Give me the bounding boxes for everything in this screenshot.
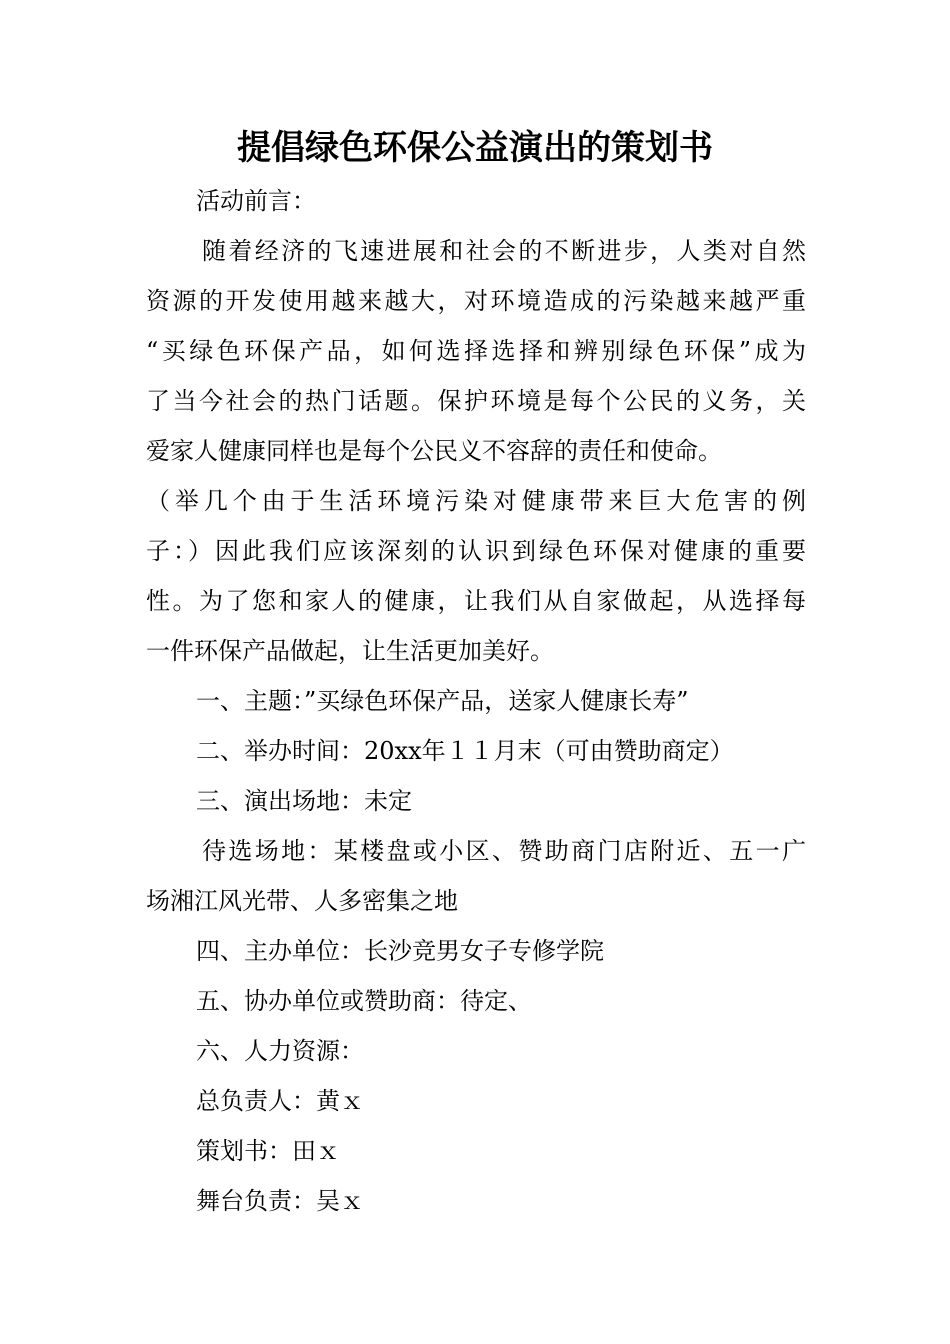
section-co-organizer: 五、协办单位或赞助商：待定、 <box>196 987 532 1015</box>
section-human-resources: 六、人力资源： <box>196 1037 364 1065</box>
staff-planner: 策划书：田ｘ <box>196 1137 340 1165</box>
paragraph-line: 随着经济的飞速进展和社会的不断进步，人类对自然 <box>202 237 806 265</box>
paragraph-line: 资源的开发使用越来越大，对环境造成的污染越来越严重 <box>146 287 806 315</box>
section-theme: 一、主题：”买绿色环保产品，送家人健康长寿” <box>196 687 689 715</box>
section-venue: 三、演出场地：未定 <box>196 787 412 815</box>
candidate-venues-line: 待选场地：某楼盘或小区、赞助商门店附近、五一广 <box>202 837 806 865</box>
section-organizer: 四、主办单位：长沙竞男女子专修学院 <box>196 937 604 965</box>
paragraph-line: 子：）因此我们应该深刻的认识到绿色环保对健康的重要 <box>146 537 806 565</box>
paragraph-line: 了当今社会的热门话题。保护环境是每个公民的义务，关 <box>146 387 806 415</box>
candidate-venues-line: 场湘江风光带、人多密集之地 <box>146 887 458 915</box>
paragraph-line: 一件环保产品做起，让生活更加美好。 <box>146 637 554 665</box>
paragraph-line: （举几个由于生活环境污染对健康带来巨大危害的例 <box>146 487 806 515</box>
staff-stage-manager: 舞台负责：吴ｘ <box>196 1187 364 1215</box>
document-title: 提倡绿色环保公益演出的策划书 <box>237 128 713 168</box>
paragraph-line: “买绿色环保产品，如何选择选择和辨别绿色环保”成为 <box>146 337 806 365</box>
paragraph-line: 爱家人健康同样也是每个公民义不容辞的责任和使命。 <box>146 437 722 465</box>
section-time: 二、举办时间：20xx年１１月末（可由赞助商定） <box>196 737 734 765</box>
paragraph-line-preface-heading: 活动前言： <box>196 187 316 215</box>
staff-general-manager: 总负责人：黄ｘ <box>196 1087 364 1115</box>
paragraph-line: 性。为了您和家人的健康，让我们从自家做起，从选择每 <box>146 587 806 615</box>
